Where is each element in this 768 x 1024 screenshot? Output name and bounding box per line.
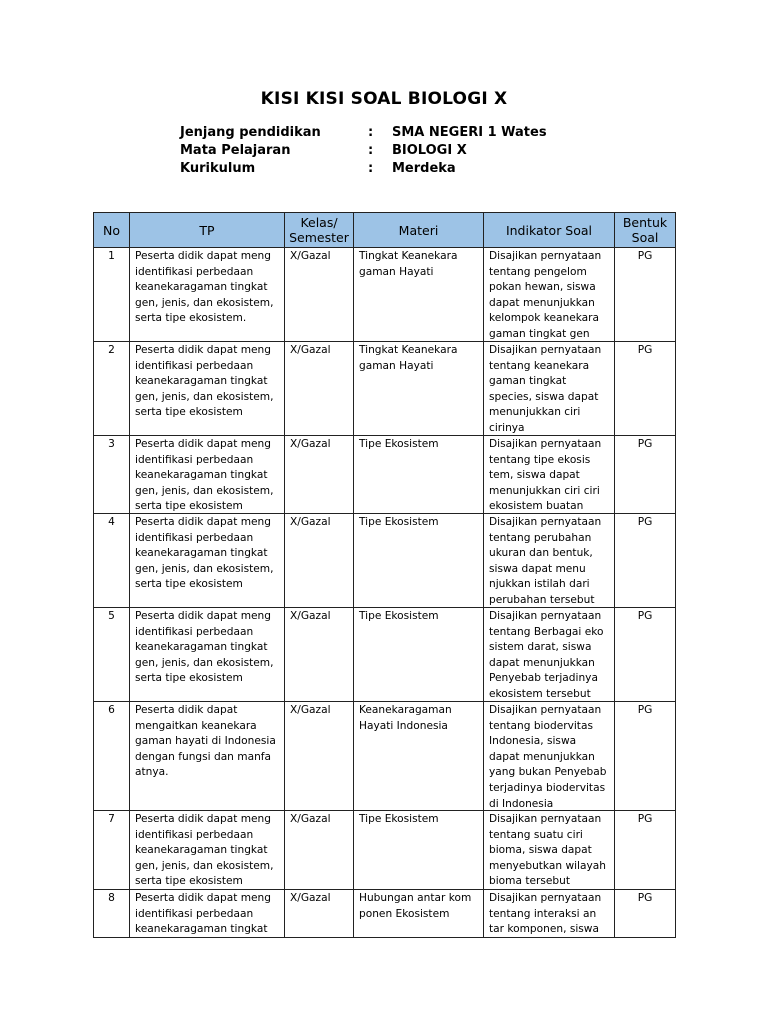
table-cell-bentuk-text: PG bbox=[637, 438, 653, 450]
table-cell-bentuk-text: PG bbox=[637, 344, 653, 356]
table-cell-indikator-text: Disajikan pernyataan tentang suatu ciri bioma, siswa dapat menyebutkan wilayah bioma tersebut bbox=[489, 813, 606, 888]
meta-label: Jenjang pendidikan bbox=[180, 125, 321, 140]
table-row bbox=[94, 342, 676, 436]
table-cell-no-text: 7 bbox=[108, 813, 115, 825]
table-cell-indikator bbox=[484, 811, 615, 890]
table-cell-no bbox=[94, 811, 130, 890]
table-cell-kelas-text: X/Gazal bbox=[290, 610, 331, 622]
table-cell-materi bbox=[354, 436, 484, 514]
table-cell-kelas-text: X/Gazal bbox=[290, 438, 331, 450]
table-cell-tp-text: Peserta didik dapat meng identifikasi perbedaan keanekaragaman tingkat gen, jenis, dan ekosistem, serta tipe ekosistem bbox=[135, 344, 274, 419]
table-row bbox=[94, 436, 676, 514]
table-row bbox=[94, 702, 676, 811]
table-cell-materi-text: Keanekaragaman Hayati Indonesia bbox=[359, 704, 452, 732]
table-cell-tp bbox=[130, 248, 285, 342]
table-cell-bentuk bbox=[615, 514, 676, 608]
meta-value: BIOLOGI X bbox=[392, 143, 467, 158]
table-cell-bentuk bbox=[615, 342, 676, 436]
table-cell-no bbox=[94, 436, 130, 514]
table-cell-materi bbox=[354, 514, 484, 608]
table-cell-materi-text: Tipe Ekosistem bbox=[359, 610, 439, 622]
table-cell-no bbox=[94, 248, 130, 342]
table-cell-bentuk bbox=[615, 608, 676, 702]
table-cell-indikator bbox=[484, 702, 615, 811]
table-cell-kelas bbox=[285, 702, 354, 811]
header-indikator-soal: Indikator Soal bbox=[484, 213, 615, 248]
document-meta bbox=[180, 124, 547, 178]
table-cell-no-text: 5 bbox=[108, 610, 115, 622]
table-cell-no bbox=[94, 608, 130, 702]
table-cell-no-text: 4 bbox=[108, 516, 115, 528]
table-cell-tp-text: Peserta didik dapat meng identifikasi perbedaan keanekaragaman tingkat gen, jenis, dan ekosistem, serta tipe ekosistem. bbox=[135, 250, 274, 325]
table-cell-materi-text: Tingkat Keanekara gaman Hayati bbox=[359, 344, 458, 372]
table-cell-indikator-text: Disajikan pernyataan tentang biodervitas Indonesia, siswa dapat menunjukkan yang bukan Penyebab terjadinya biodervitas di Indonesia bbox=[489, 704, 607, 810]
table-cell-bentuk-text: PG bbox=[637, 610, 653, 622]
kisi-kisi-table bbox=[93, 212, 676, 938]
table-cell-tp-text: Peserta didik dapat meng identifikasi perbedaan keanekaragaman tingkat gen, jenis, dan ekosistem, serta tipe ekosistem bbox=[135, 516, 274, 591]
table-header-row bbox=[94, 213, 676, 248]
table-cell-materi-text: Tipe Ekosistem bbox=[359, 516, 439, 528]
table-cell-no-text: 2 bbox=[108, 344, 115, 356]
table-row bbox=[94, 890, 676, 938]
table-cell-tp bbox=[130, 702, 285, 811]
table-cell-no-text: 1 bbox=[108, 250, 115, 262]
table-cell-kelas bbox=[285, 342, 354, 436]
table-cell-kelas-text: X/Gazal bbox=[290, 704, 331, 716]
meta-row-mapel bbox=[180, 142, 547, 160]
meta-value: Merdeka bbox=[392, 161, 456, 176]
table-cell-indikator-text: Disajikan pernyataan tentang Berbagai eko sistem darat, siswa dapat menunjukkan Penyebab terjadinya ekosistem tersebut bbox=[489, 610, 604, 700]
table-cell-tp bbox=[130, 608, 285, 702]
table-cell-indikator-text: Disajikan pernyataan tentang pengelom pokan hewan, siswa dapat menunjukkan kelompok keanekara gaman tingkat gen bbox=[489, 250, 602, 340]
table-cell-tp bbox=[130, 436, 285, 514]
meta-separator: : bbox=[368, 161, 374, 176]
table-cell-indikator bbox=[484, 608, 615, 702]
table-cell-tp bbox=[130, 811, 285, 890]
table-cell-materi bbox=[354, 248, 484, 342]
table-cell-kelas bbox=[285, 608, 354, 702]
table-cell-bentuk bbox=[615, 811, 676, 890]
table-cell-materi bbox=[354, 702, 484, 811]
table-cell-bentuk-text: PG bbox=[637, 250, 653, 262]
meta-row-kurikulum bbox=[180, 160, 547, 178]
table-cell-no bbox=[94, 342, 130, 436]
table-cell-indikator-text: Disajikan pernyataan tentang keanekara gaman tingkat species, siswa dapat menunjukkan ciri cirinya bbox=[489, 344, 602, 434]
table-cell-kelas-text: X/Gazal bbox=[290, 344, 331, 356]
meta-separator: : bbox=[368, 143, 374, 158]
table-row bbox=[94, 811, 676, 890]
table-cell-no bbox=[94, 890, 130, 938]
table-cell-tp-text: Peserta didik dapat meng identifikasi perbedaan keanekaragaman tingkat gen, jenis, dan ekosistem, serta tipe ekosistem bbox=[135, 610, 274, 685]
table-cell-materi-text: Hubungan antar kom ponen Ekosistem bbox=[359, 892, 472, 920]
table-row bbox=[94, 608, 676, 702]
table-cell-indikator-text: Disajikan pernyataan tentang tipe ekosis tem, siswa dapat menunjukkan ciri ciri ekosistem buatan bbox=[489, 438, 602, 513]
header-kelas-semester: Kelas/ Semester bbox=[285, 213, 354, 248]
table-cell-no-text: 3 bbox=[108, 438, 115, 450]
table-cell-indikator bbox=[484, 436, 615, 514]
table-cell-indikator-text: Disajikan pernyataan tentang perubahan ukuran dan bentuk, siswa dapat menu njukkan istilah dari perubahan tersebut bbox=[489, 516, 602, 606]
meta-separator: : bbox=[368, 125, 374, 140]
table-cell-kelas bbox=[285, 811, 354, 890]
table-cell-tp bbox=[130, 514, 285, 608]
table-cell-materi-text: Tipe Ekosistem bbox=[359, 813, 439, 825]
table-row bbox=[94, 248, 676, 342]
table-cell-materi-text: Tipe Ekosistem bbox=[359, 438, 439, 450]
table-cell-materi bbox=[354, 608, 484, 702]
table-cell-bentuk-text: PG bbox=[637, 516, 653, 528]
table-cell-kelas-text: X/Gazal bbox=[290, 250, 331, 262]
table-cell-tp bbox=[130, 342, 285, 436]
table-cell-no-text: 6 bbox=[108, 704, 115, 716]
table-cell-tp-text: Peserta didik dapat meng identifikasi perbedaan keanekaragaman tingkat bbox=[135, 892, 272, 936]
header-tp: TP bbox=[130, 213, 285, 248]
table-cell-indikator bbox=[484, 248, 615, 342]
table-cell-kelas-text: X/Gazal bbox=[290, 813, 331, 825]
table-cell-bentuk-text: PG bbox=[637, 892, 653, 904]
header-bentuk-soal: Bentuk Soal bbox=[615, 213, 676, 248]
table-cell-indikator bbox=[484, 514, 615, 608]
table-cell-bentuk bbox=[615, 248, 676, 342]
meta-value: SMA NEGERI 1 Wates bbox=[392, 125, 547, 140]
table-cell-no bbox=[94, 514, 130, 608]
table-row bbox=[94, 514, 676, 608]
table-cell-kelas bbox=[285, 890, 354, 938]
table-cell-indikator bbox=[484, 890, 615, 938]
table-cell-bentuk-text: PG bbox=[637, 813, 653, 825]
table-cell-materi bbox=[354, 890, 484, 938]
meta-row-jenjang bbox=[180, 124, 547, 142]
header-materi: Materi bbox=[354, 213, 484, 248]
table-cell-no bbox=[94, 702, 130, 811]
table-cell-kelas bbox=[285, 514, 354, 608]
page-title: KISI KISI SOAL BIOLOGI X bbox=[260, 89, 508, 109]
table-cell-no-text: 8 bbox=[108, 892, 115, 904]
table-cell-kelas-text: X/Gazal bbox=[290, 516, 331, 528]
table-cell-materi-text: Tingkat Keanekara gaman Hayati bbox=[359, 250, 458, 278]
table-cell-materi bbox=[354, 342, 484, 436]
table-cell-bentuk-text: PG bbox=[637, 704, 653, 716]
meta-label: Kurikulum bbox=[180, 161, 256, 176]
header-no: No bbox=[94, 213, 130, 248]
table-cell-kelas bbox=[285, 436, 354, 514]
meta-label: Mata Pelajaran bbox=[180, 143, 291, 158]
table-cell-bentuk bbox=[615, 436, 676, 514]
table-cell-tp-text: Peserta didik dapat meng identifikasi perbedaan keanekaragaman tingkat gen, jenis, dan ekosistem, serta tipe ekosistem bbox=[135, 813, 274, 888]
table-cell-kelas bbox=[285, 248, 354, 342]
table-cell-tp-text: Peserta didik dapat meng identifikasi perbedaan keanekaragaman tingkat gen, jenis, dan ekosistem, serta tipe ekosistem bbox=[135, 438, 274, 513]
table-cell-bentuk bbox=[615, 890, 676, 938]
table-cell-materi bbox=[354, 811, 484, 890]
table-cell-kelas-text: X/Gazal bbox=[290, 892, 331, 904]
table-cell-indikator-text: Disajikan pernyataan tentang interaksi an tar komponen, siswa bbox=[489, 892, 602, 936]
table-cell-indikator bbox=[484, 342, 615, 436]
table-cell-bentuk bbox=[615, 702, 676, 811]
table-cell-tp-text: Peserta didik dapat mengaitkan keanekara gaman hayati di Indonesia dengan fungsi dan manfa atnya. bbox=[135, 704, 276, 779]
table-cell-tp bbox=[130, 890, 285, 938]
